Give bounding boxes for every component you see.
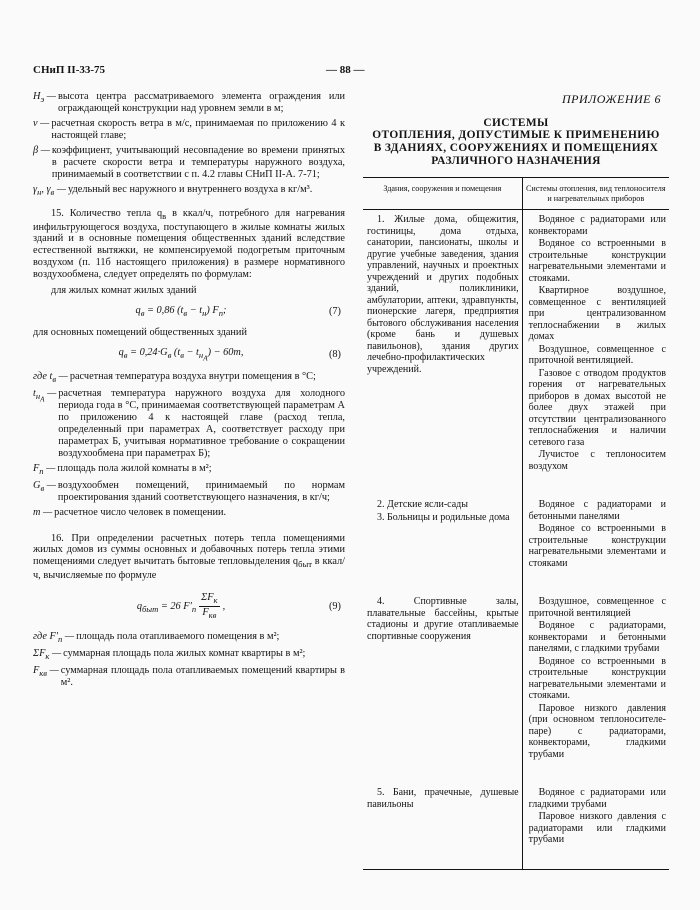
formula-7-number: (7): [328, 306, 341, 318]
definition-item: [33, 371, 345, 385]
formula-7-expression: $q_в = 0,86$ $(t_в - t_н)$ $F_п$;: [135, 305, 227, 319]
table-body: [363, 210, 669, 870]
heating-system-item: Воздушное, совмещенное с приточной вентиляцией.: [528, 343, 666, 367]
appendix-title: [363, 117, 669, 167]
heating-system-item: Паровое низкого давления (при основном теплоносителе-паре) с радиаторами, конвекторами, гладкими трубами: [528, 702, 666, 760]
formula-9-fraction: [199, 592, 219, 621]
formula-8: [33, 347, 345, 363]
heating-system-item: Воздушное, совмещенное с приточной вентиляцией: [528, 596, 666, 619]
left-column: [33, 91, 345, 692]
title-line: СИСТЕМЫ: [483, 116, 549, 129]
definition-symbol: где $t_в$ —: [33, 371, 68, 385]
formula-9-number: (9): [328, 600, 341, 612]
heating-system-item: Паровое низкого давления с радиаторами или гладкими трубами: [528, 811, 666, 846]
formula-8-number: (8): [328, 349, 341, 361]
heating-system-item: Водяное со встроенными в строительные конструкции нагревательными элементами и стояками.: [528, 238, 666, 284]
heating-system-item: Водяное с радиаторами и бетонными панелями: [528, 499, 666, 522]
definition-text: высота центра рассматриваемого элемента ограждения или ограждающей конструкции над уровнем земли в м;: [57, 91, 345, 114]
definition-text: площадь пола отапливаемого помещения в м²;: [76, 631, 280, 643]
definitions-bottom: [33, 631, 345, 689]
heating-system-item: Водяное с радиаторами или гладкими трубами: [528, 787, 666, 810]
table-row: [363, 592, 669, 783]
definition-item: [33, 463, 345, 477]
heating-system-cell: [522, 592, 669, 783]
definition-item: [33, 665, 345, 689]
label-public: для основных помещений общественных зданий: [33, 327, 247, 339]
formula-9-expression: [33, 592, 329, 621]
heating-system-item: Водяное с радиаторами, конвекторами и бетонными панелями, с гладкими трубами: [528, 620, 666, 655]
heating-system-item: Водяное с радиаторами или конвекторами: [528, 214, 666, 237]
formula-9-denominator: $F_{кв}$: [202, 607, 217, 621]
definition-text: коэффициент, учитывающий несовпадение во времени принятых в расчете скорости ветра и температуры наружного воздуха, принимаемый в соответствии с п. 4.2 главы СНиП II-А. 7-71;: [51, 144, 345, 180]
definition-symbol: $F_{кв}$ —: [33, 665, 59, 679]
building-type-cell: [363, 210, 522, 496]
heating-system-cell: [522, 495, 669, 592]
column-header-systems: Системы отопления, вид теплоносителя и нагревательных приборов: [522, 178, 669, 210]
formula-9-tail: ,: [222, 601, 226, 613]
definition-symbol: $F_п$ —: [33, 462, 56, 476]
definition-text: удельный вес наружного и внутреннего воздуха в кг/м³.: [68, 183, 313, 195]
definition-item: [33, 507, 345, 519]
definition-item: [33, 118, 345, 142]
paragraph-15: 15. Количество тепла $q_в$ в ккал/ч, потребного для нагревания инфильтрующегося воздуха, поступающего в жилые комнаты жилых зданий и в основные помещения общественных зданий вследствие естественной вытяжки, не компенсируемой подогретым приточным воздухом (п. 11б настоящего приложения) в размере нормативного воздухообмена, следует определять по формулам:: [33, 207, 345, 281]
definition-symbol: $\Sigma F_к$ —: [33, 648, 62, 662]
paragraph-16: 16. При определении расчетных потерь тепла помещениями жилых домов из суммы основных и добавочных потерь тепла этими помещениями следует вычитать бытовые тепловыделения $q_{быт}$ в ккал/ч, вычисляемые по формуле: [33, 532, 345, 582]
definitions-top: [33, 91, 345, 198]
definition-item: [33, 631, 345, 645]
heating-system-item: Газовое с отводом продуктов горения от нагревательных приборов в домах высотой не более двух этажей при отсутствии централизованного теплоснабжения и наличии сетевого газа: [528, 367, 666, 448]
heating-system-item: Лучистое с теплоноситем воздухом: [528, 449, 666, 472]
page-number: — 88 —: [326, 64, 365, 76]
building-type-cell: [363, 592, 522, 783]
definition-symbol: $\gamma_н$, $\gamma_в$ —: [33, 183, 67, 197]
definition-text: расчетная температура наружного воздуха для холодного периода года в °С, принимаемая соответствующей параметрам А по приложению 4 к настоящей главе (расход тепла, определенный при параметрах А, соответствует расходу при параметрах Б, учитывая нормативное требование о сокращении воздухообмена при параметрах Б);: [58, 388, 345, 459]
building-type-text: 5. Бани, прачечные, душевые павильоны: [367, 787, 519, 810]
column-header-buildings: Здания, сооружения и помещения: [363, 178, 522, 210]
building-type-text: 3. Больницы и родильные дома: [377, 511, 510, 523]
definition-text: суммарная площадь пола отапливаемых помещений квартиры в м².: [60, 665, 345, 689]
heating-system-cell: [522, 210, 669, 496]
formula-9-numerator: $\Sigma F_к$: [201, 592, 218, 606]
table-row: [363, 783, 669, 869]
definition-item: [33, 480, 345, 504]
definition-text: расчетное число человек в помещении.: [54, 506, 227, 518]
definition-item: [33, 145, 345, 181]
definition-text: суммарная площадь пола жилых комнат квартиры в м²;: [63, 648, 306, 660]
definition-symbol: v —: [33, 117, 50, 129]
definition-symbol: где $F'_п$ —: [33, 631, 75, 645]
building-type-text: 1. Жилые дома, общежития, гостиницы, дома отдыха, санатории, пансионаты, школы и другие учебные заведения, здания управлений, научных и проектных учреждений и других подобных зданий, поликлиники, амбулатории, аптеки, здравпункты, пионерские лагеря, предприятия бытового обслуживания населения (кроме бань и душевых павильонов), здания других лечебно-профилактических учреждений.: [367, 214, 519, 375]
definition-item: [33, 388, 345, 460]
building-type-text: 2. Детские ясли-сады: [377, 499, 468, 511]
definitions-middle: [33, 371, 345, 518]
definition-text: расчетная скорость ветра в м/с, принимаемая по приложению 4 к настоящей главе;: [51, 117, 345, 141]
definition-item: [33, 184, 345, 198]
definition-symbol: $G_в$ —: [33, 479, 56, 493]
definition-text: площадь пола жилой комнаты в м²;: [57, 462, 212, 474]
table-row: [363, 495, 669, 592]
definition-symbol: β —: [33, 144, 50, 156]
heating-system-item: Водяное со встроенными в строительные конструкции нагревательными элементами и стояками: [528, 523, 666, 569]
formula-8-expression: $q_в = 0,24\cdot G_в$ $(t_в - t_{н_А}) - 60m$,: [118, 347, 244, 363]
label-residential: для жилых комнат жилых зданий: [51, 285, 197, 297]
building-type-cell: [363, 495, 522, 592]
title-line: В ЗДАНИЯХ, СООРУЖЕНИЯХ И ПОМЕЩЕНИЯХ: [373, 142, 659, 154]
formula-9-lhs: $q_{быт} = 26$ $F'_п$: [136, 601, 197, 615]
heating-system-item: Квартирное воздушное, совмещенное с вентиляцией при централизованном теплоснабжении в жилых домах: [528, 285, 666, 343]
definition-symbol: m —: [33, 506, 53, 518]
definition-text: расчетная температура воздуха внутри помещения в °С;: [69, 371, 316, 383]
table-row: [363, 210, 669, 496]
document-code: СНиП II-33-75: [33, 64, 106, 76]
definition-item: [33, 648, 345, 662]
building-type-cell: [363, 783, 522, 869]
table-header-row: [363, 178, 669, 210]
heating-system-cell: [522, 783, 669, 869]
title-line: ОТОПЛЕНИЯ, ДОПУСТИМЫЕ К ПРИМЕНЕНИЮ: [372, 129, 660, 142]
heating-system-item: Водяное со встроенными в строительные конструкции нагревательными элементами и стояками.: [528, 655, 666, 702]
title-line: РАЗЛИЧНОГО НАЗНАЧЕНИЯ: [431, 154, 601, 167]
formula-7: [33, 305, 345, 319]
definition-symbol: $t_{н_А}$ —: [33, 388, 57, 404]
appendix-label: ПРИЛОЖЕНИЕ 6: [562, 92, 661, 106]
definition-item: [33, 91, 345, 115]
heating-systems-table: [363, 177, 669, 870]
right-column: [363, 91, 669, 870]
building-type-text: 4. Спортивные залы, плавательные бассейны, крытые стадионы и другие отапливаемые спортивные сооружения: [367, 596, 519, 642]
definition-symbol: $H_э$ —: [33, 91, 56, 105]
definition-text: воздухообмен помещений, принимаемый по нормам проектирования зданий соответствующего назначения, в кг/ч;: [57, 479, 345, 503]
formula-9: [33, 592, 345, 621]
